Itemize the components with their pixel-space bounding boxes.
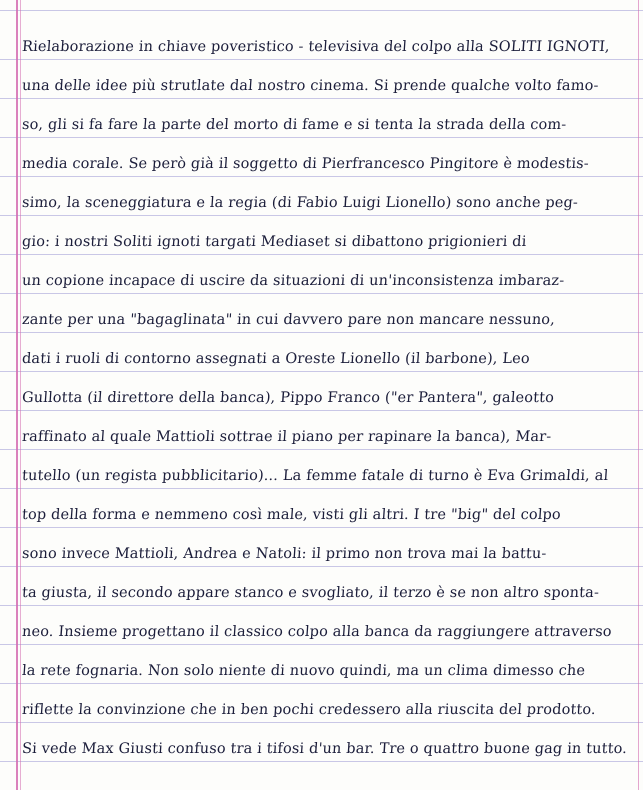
text-line: so, gli si fa fare la parte del morto di fame e si tenta la strada della com- xyxy=(21,117,567,133)
text-line: sono invece Mattioli, Andrea e Natoli: il primo non trova mai la battu- xyxy=(21,546,548,562)
text-line: ta giusta, il secondo appare stanco e svogliato, il terzo è se non altro sponta- xyxy=(21,585,600,601)
text-line: la rete fognaria. Non solo niente di nuovo quindi, ma un clima dimesso che xyxy=(21,663,586,679)
text-line: un copione incapace di uscire da situazioni di un'inconsistenza imbaraz- xyxy=(21,273,565,289)
handwritten-text xyxy=(22,28,634,769)
text-line: zante per una "bagaglinata" in cui davvero pare non mancare nessuno, xyxy=(21,312,556,328)
right-margin-line xyxy=(638,0,639,790)
text-line: gio: i nostri Soliti ignoti targati Mediaset si dibattono prigionieri di xyxy=(21,234,527,250)
margin-line-inner xyxy=(20,0,21,790)
text-line: una delle idee più strutlate dal nostro cinema. Si prende qualche volto famo- xyxy=(21,78,600,94)
text-line: riflette la convinzione che in ben pochi credessero alla riuscita del prodotto. xyxy=(21,702,597,718)
text-line: Gullotta (il direttore della banca), Pippo Franco ("er Pantera", galeotto xyxy=(21,390,555,406)
text-line: raffinato al quale Mattioli sottrae il piano per rapinare la banca), Mar- xyxy=(21,429,552,445)
text-line: Rielaborazione in chiave poveristico - televisiva del colpo alla SOLITI IGNOTI, xyxy=(21,39,611,55)
text-line: neo. Insieme progettano il classico colpo alla banca da raggiungere attraverso xyxy=(21,624,613,640)
text-line: top della forma e nemmeno così male, visti gli altri. I tre "big" del colpo xyxy=(21,507,562,523)
text-line: simo, la sceneggiatura e la regia (di Fabio Luigi Lionello) sono anche peg- xyxy=(21,195,579,211)
text-line: media corale. Se però già il soggetto di Pierfrancesco Pingitore è modestis- xyxy=(21,156,590,172)
text-line: Si vede Max Giusti confuso tra i tifosi d'un bar. Tre o quattro buone gag in tutto. xyxy=(21,741,628,757)
margin-line xyxy=(16,0,18,790)
text-line: dati i ruoli di contorno assegnati a Oreste Lionello (il barbone), Leo xyxy=(21,351,531,367)
text-line: tutello (un regista pubblicitario)... La femme fatale di turno è Eva Grimaldi, al xyxy=(21,468,609,484)
